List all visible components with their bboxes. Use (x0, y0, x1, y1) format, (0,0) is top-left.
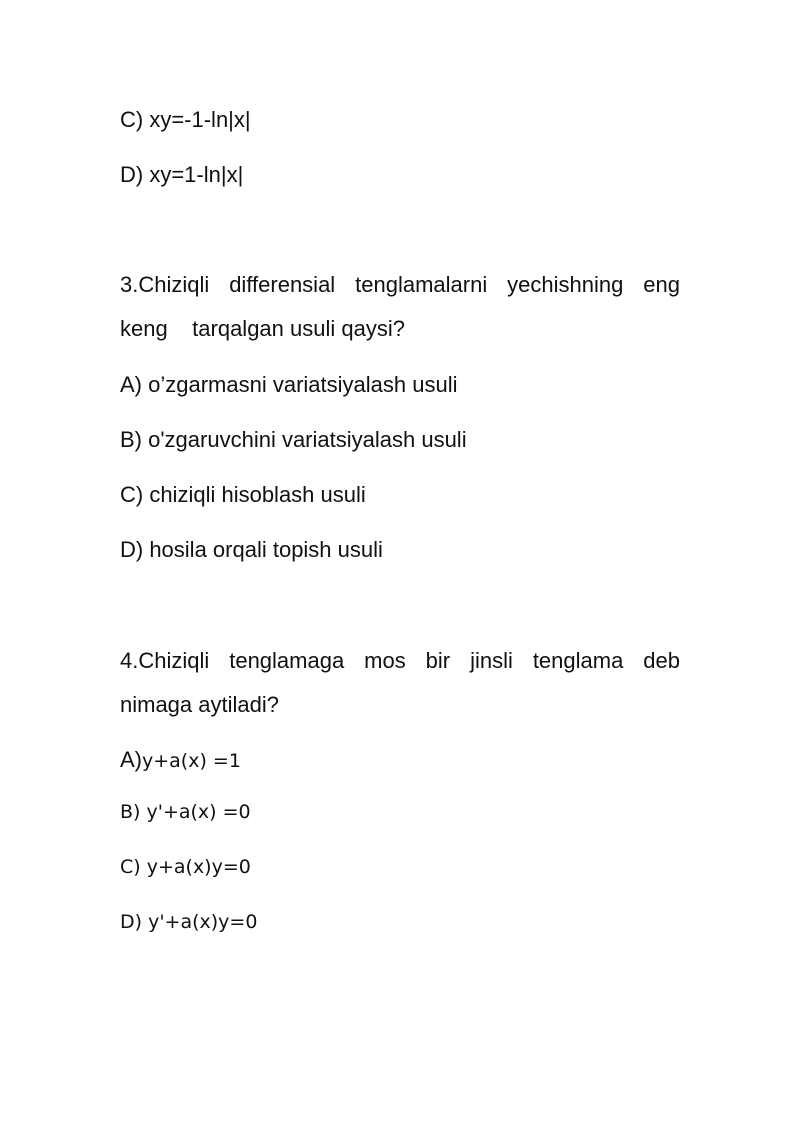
question-4-option-b: B) y'+a(x) =0 (120, 801, 251, 823)
prev-question-option-c: C) xy=-1-ln|x| (120, 107, 251, 132)
question-4-option-a-letter: A) (120, 747, 142, 772)
question-3-option-a: A) o’zgarmasni variatsiyalash usuli (120, 372, 458, 397)
prev-question-option-d: D) xy=1-ln|x| (120, 162, 244, 187)
question-4-text-line-2: nimaga aytiladi? (120, 692, 279, 717)
question-4-option-a (120, 747, 241, 774)
question-4-text-line-1: 4.Chiziqli tenglamaga mos bir jinsli tenglama deb (120, 648, 680, 673)
question-4-option-a-formula: y+a(x) =1 (142, 750, 241, 772)
question-4-option-c: C) y+a(x)y=0 (120, 856, 251, 878)
question-4-option-d: D) y'+a(x)y=0 (120, 911, 258, 933)
question-3-text-line-2: keng tarqalgan usuli qaysi? (120, 316, 405, 341)
question-3-option-d: D) hosila orqali topish usuli (120, 537, 383, 562)
question-3-option-b: B) o'zgaruvchini variatsiyalash usuli (120, 427, 467, 452)
question-3-option-c: C) chiziqli hisoblash usuli (120, 482, 366, 507)
question-3-text-line-1: 3.Chiziqli differensial tenglamalarni yechishning eng (120, 272, 680, 297)
